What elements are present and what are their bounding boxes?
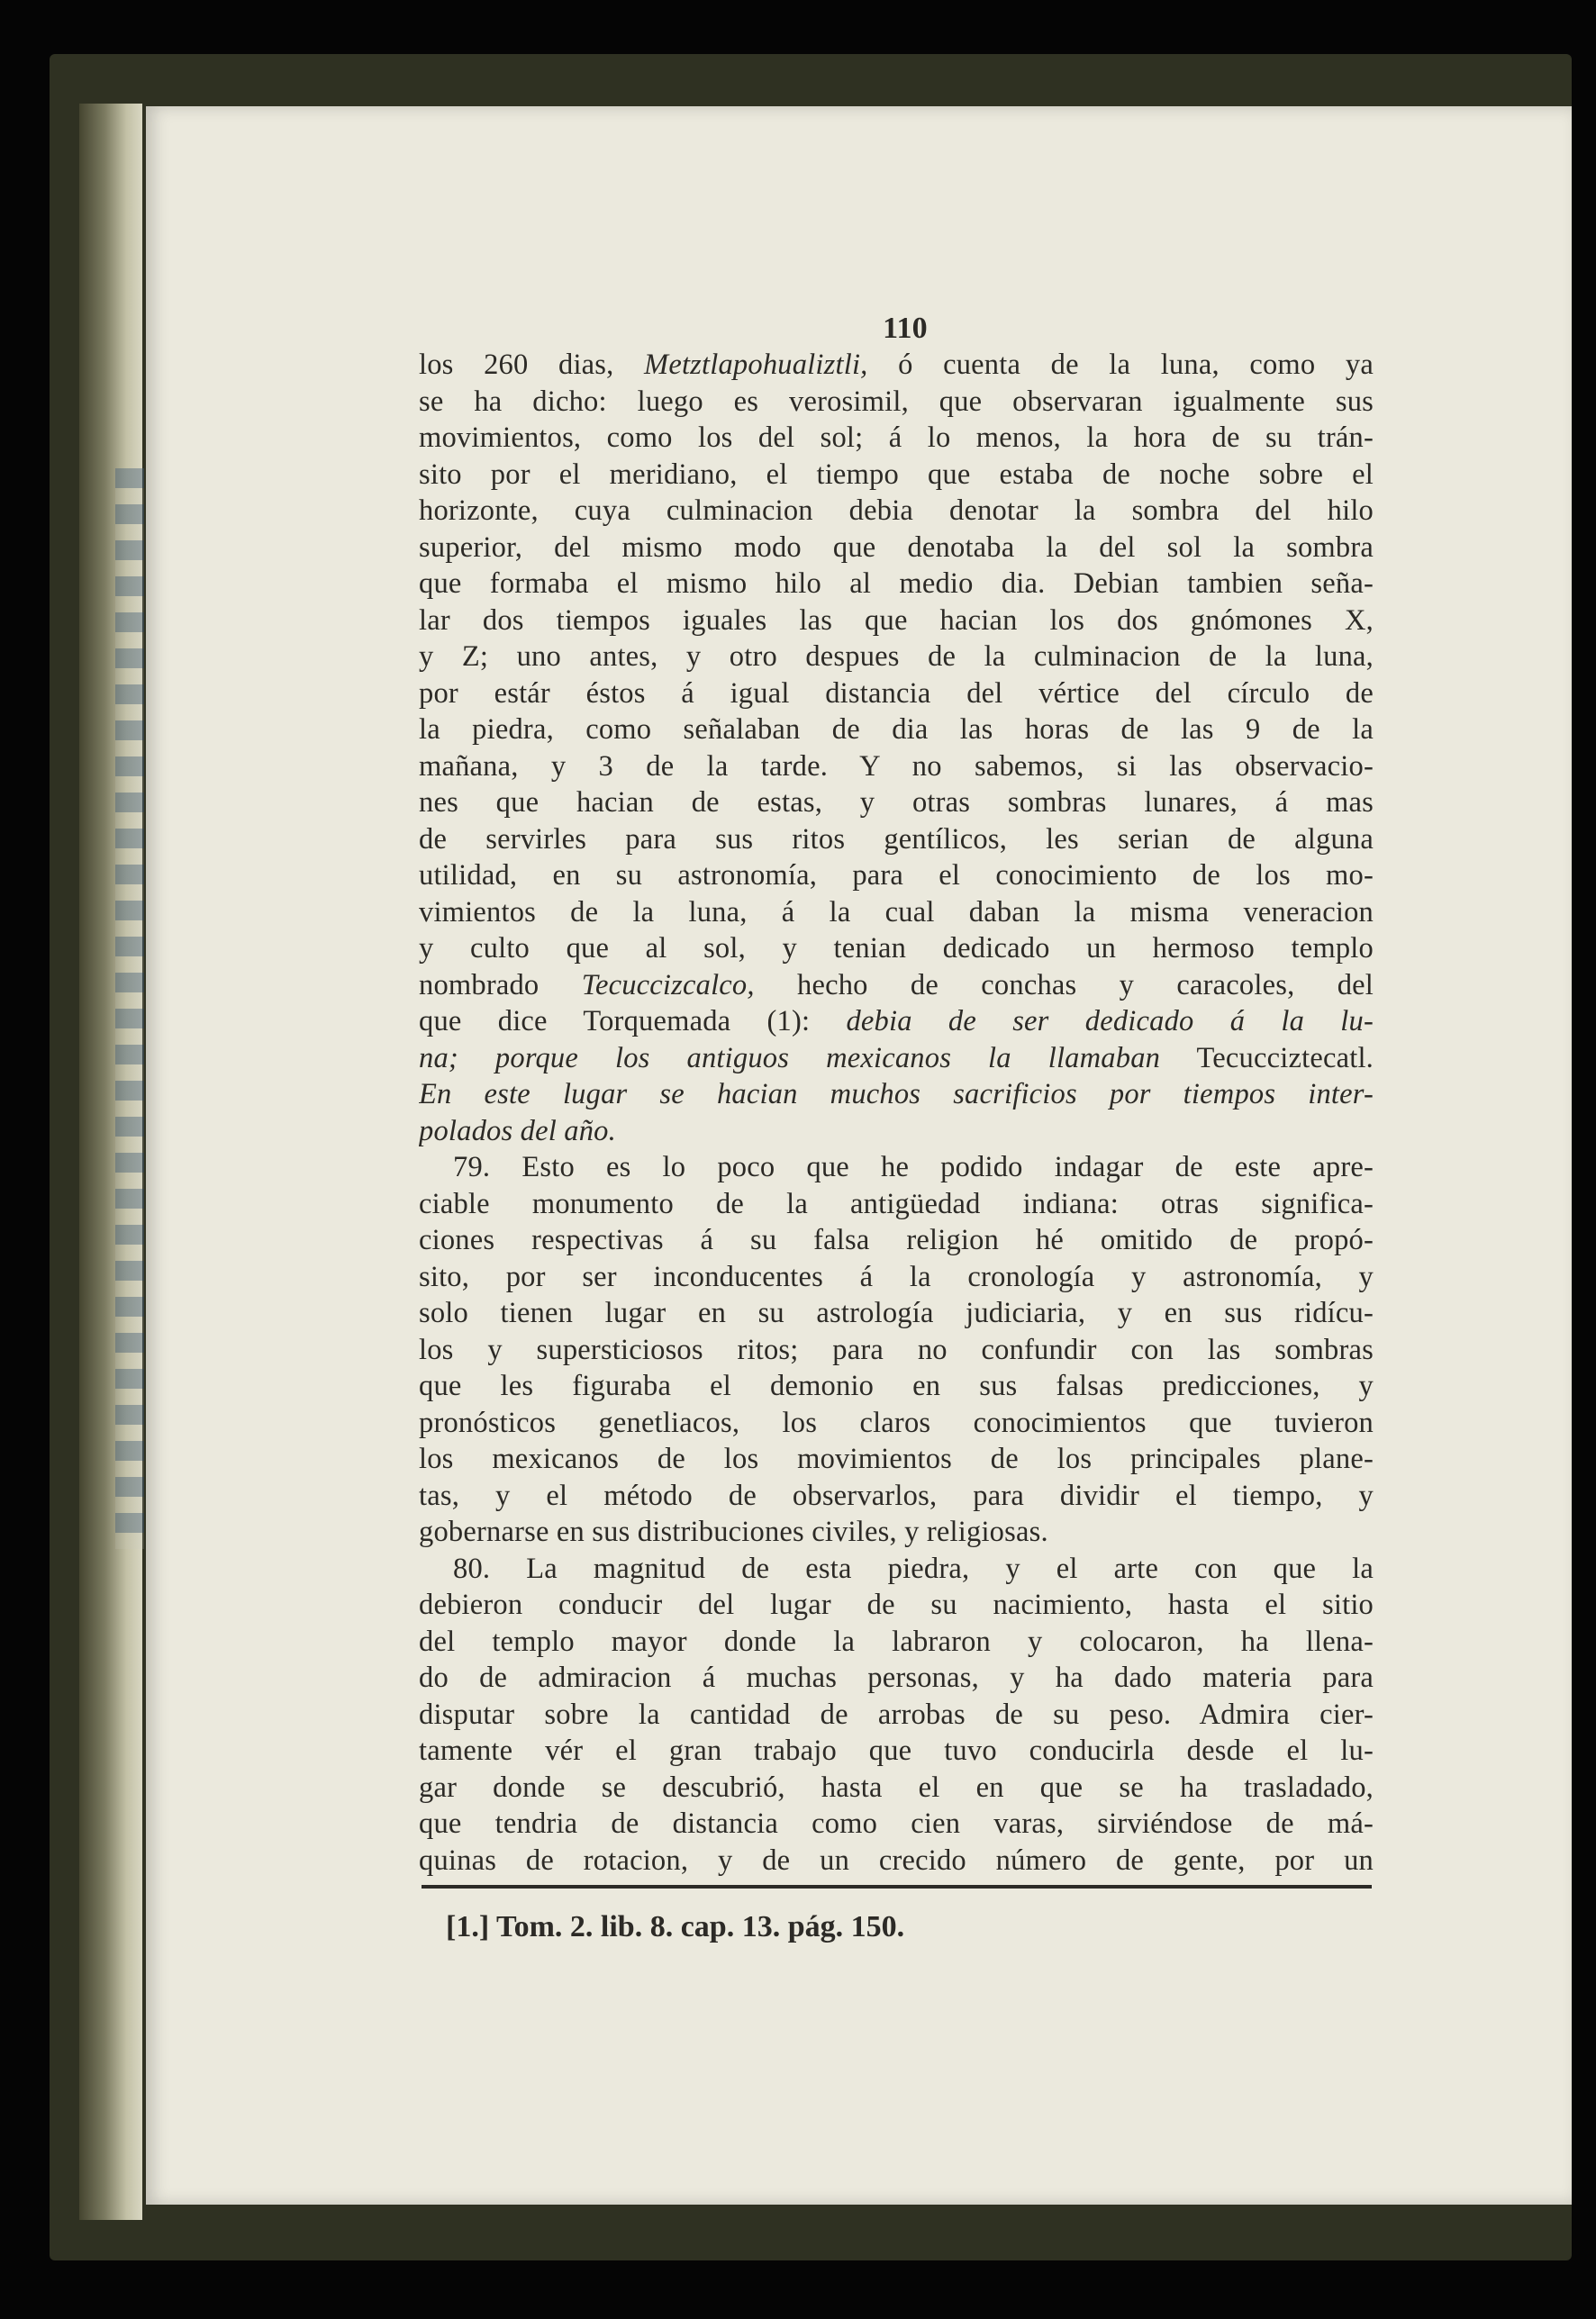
text-line [419, 1259, 1374, 1296]
footnote-rule [422, 1885, 1372, 1889]
text-line [419, 1587, 1374, 1624]
text-line [419, 1624, 1374, 1661]
text-line [419, 530, 1374, 566]
text-line [419, 1076, 1374, 1113]
text-span: que dice Torquemada (1): [419, 1005, 847, 1037]
text-line [419, 1514, 1374, 1551]
text-line [419, 639, 1374, 675]
text-line [419, 1770, 1374, 1807]
text-line [419, 1405, 1374, 1442]
text-span: sito por el meridiano, el tiempo que estaba de noche sobre el [419, 457, 1374, 491]
body-lines [419, 347, 1374, 1879]
text-span: de servirles para sus ritos gentílicos, les serian de alguna [419, 822, 1374, 856]
text-line [419, 784, 1374, 821]
text-span: ciable monumento de la antigüedad indiana: otras significa- [419, 1187, 1374, 1220]
text-line [419, 1660, 1374, 1697]
text-span: superior, del mismo modo que denotaba la del sol la sombra [419, 530, 1374, 564]
text-span: horizonte, cuya culminacion debia denotar la sombra del hilo [419, 494, 1374, 527]
text-line [419, 675, 1374, 712]
text-line [419, 821, 1374, 858]
text-line [419, 967, 1374, 1004]
text-span: por estár éstos á igual distancia del vértice del círculo de [419, 676, 1374, 710]
footnote: [1.] Tom. 2. lib. 8. cap. 13. pág. 150. [446, 1910, 905, 1943]
text-span: utilidad, en su astronomía, para el conocimiento de los mo- [419, 859, 1374, 892]
text-span: nes que hacian de estas, y otras sombras lunares, á mas [419, 786, 1374, 819]
text-span: y culto que al sol, y tenian dedicado un hermoso templo [419, 932, 1374, 965]
italic-text: Tecuccizcalco, [581, 968, 755, 1001]
text-span: ciones respectivas á su falsa religion hé omitido de propó- [419, 1224, 1374, 1256]
text-line [419, 1222, 1374, 1259]
text-line [419, 420, 1374, 457]
text-span: 79. Esto es lo poco que he podido indagar de este apre- [453, 1151, 1374, 1183]
page-text [419, 311, 1374, 1879]
text-line [419, 1295, 1374, 1332]
text-line [419, 1040, 1374, 1077]
italic-text: En este lugar se hacian muchos sacrificios por tiempos inter- [419, 1078, 1374, 1110]
text-span: lar dos tiempos iguales las que hacian los dos gnómones X, [419, 603, 1374, 637]
text-span: se ha dicho: luego es verosimil, que observaran igualmente sus [419, 385, 1374, 418]
text-span: gar donde se descubrió, hasta el en que se ha trasladado, [419, 1771, 1374, 1804]
text-line [419, 1697, 1374, 1734]
italic-text: polados del año. [419, 1114, 616, 1147]
text-span: debieron conducir del lugar de su nacimiento, hasta el sitio [419, 1589, 1374, 1621]
text-line [419, 1186, 1374, 1223]
text-line [419, 457, 1374, 494]
text-span: los 260 dias, [419, 349, 645, 381]
italic-text: debia de ser dedicado á la lu- [846, 1005, 1374, 1037]
spine-stamp [115, 468, 144, 1549]
text-line [419, 1113, 1374, 1150]
text-span: y Z; uno antes, y otro despues de la culminacion de la luna, [419, 640, 1374, 673]
text-line [419, 748, 1374, 785]
text-span: 80. La magnitud de esta piedra, y el arte con que la [453, 1552, 1374, 1585]
italic-text: na; porque los antiguos mexicanos la llamaban [419, 1041, 1161, 1074]
text-span: hecho de conchas y caracoles, del [754, 968, 1374, 1001]
text-line [419, 602, 1374, 639]
text-line [419, 566, 1374, 602]
text-line [419, 347, 1374, 384]
text-line [419, 1368, 1374, 1405]
text-line [419, 1733, 1374, 1770]
text-span: sito, por ser inconducentes á la cronología y astronomía, y [419, 1260, 1374, 1293]
text-span: ó cuenta de la luna, como ya [867, 349, 1374, 381]
text-span: movimientos, como los del sol; á lo menos, la hora de su trán- [419, 421, 1374, 454]
text-line [419, 1551, 1374, 1588]
text-line [419, 1003, 1374, 1040]
italic-text: Metztlapohualiztli, [644, 349, 868, 381]
text-span: que les figuraba el demonio en sus falsas predicciones, y [419, 1370, 1374, 1402]
text-line [419, 930, 1374, 967]
text-span: los mexicanos de los movimientos de los principales plane- [419, 1443, 1374, 1475]
text-span: tas, y el método de observarlos, para dividir el tiempo, y [419, 1479, 1374, 1512]
text-span: que tendria de distancia como cien varas, sirviéndose de má- [419, 1807, 1374, 1840]
text-line [419, 711, 1374, 748]
text-span: solo tienen lugar en su astrología judiciaria, y en sus ridícu- [419, 1297, 1374, 1329]
text-span: los y supersticiosos ritos; para no confundir con las sombras [419, 1333, 1374, 1366]
text-span: del templo mayor donde la labraron y colocaron, ha llena- [419, 1625, 1374, 1658]
text-line [419, 493, 1374, 530]
text-line [419, 1806, 1374, 1843]
page-number: 110 [883, 312, 928, 345]
text-line [419, 894, 1374, 931]
text-line [419, 1332, 1374, 1369]
text-span: tamente vér el gran trabajo que tuvo conducirla desde el lu- [419, 1735, 1374, 1767]
text-span: Tecucciztecatl. [1160, 1041, 1374, 1074]
text-span: vimientos de la luna, á la cual daban la misma veneracion [419, 895, 1374, 929]
text-line [419, 1843, 1374, 1880]
text-span: gobernarse en sus distribuciones civiles, y religiosas. [419, 1516, 1048, 1548]
text-line [419, 857, 1374, 894]
text-line [419, 1478, 1374, 1515]
text-line [419, 1441, 1374, 1478]
text-span: quinas de rotacion, y de un crecido número de gente, por un [419, 1843, 1374, 1877]
text-span: nombrado [419, 968, 582, 1001]
text-span: mañana, y 3 de la tarde. Y no sabemos, si las observacio- [419, 749, 1374, 783]
text-line [419, 1149, 1374, 1186]
text-span: pronósticos genetliacos, los claros conocimientos que tuvieron [419, 1406, 1374, 1439]
text-span: disputar sobre la cantidad de arrobas de su peso. Admira cier- [419, 1698, 1374, 1731]
text-span: que formaba el mismo hilo al medio dia. Debian tambien seña- [419, 567, 1374, 600]
text-line [419, 384, 1374, 421]
text-span: la piedra, como señalaban de dia las horas de las 9 de la [419, 713, 1374, 746]
text-span: do de admiracion á muchas personas, y ha dado materia para [419, 1662, 1374, 1694]
